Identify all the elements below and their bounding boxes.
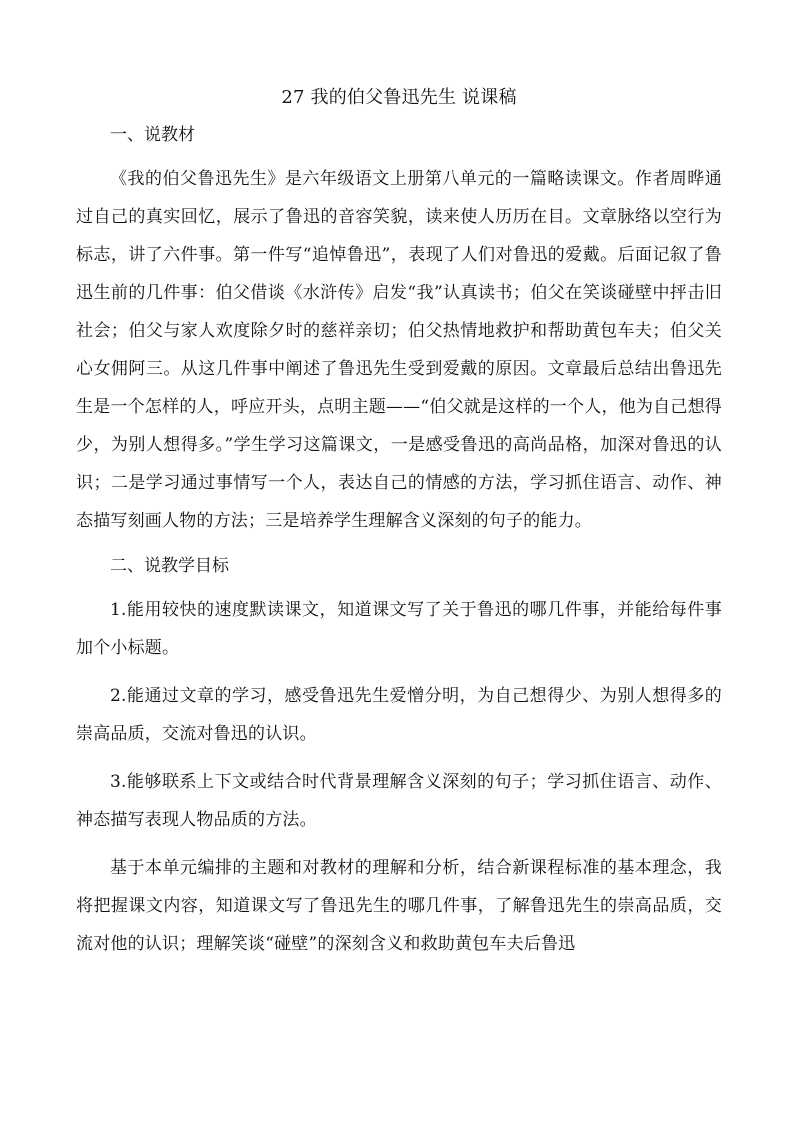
closing-paragraph: 基于本单元编排的主题和对教材的理解和分析，结合新课程标准的基本理念，我将把握课文内容，知道课文写了鲁迅先生的哪几件事，了解鲁迅先生的崇高品质，交流对他的认识；理解笑谈“碰壁”的深刻含义和救助黄包车夫后鲁迅 — [76, 858, 722, 954]
teaching-goal-2: 2.能通过文章的学习，感受鲁迅先生爱憎分明，为自己想得少、为别人想得多的崇高品质，交流对鲁迅的认识。 — [76, 686, 722, 744]
teaching-goal-1: 1.能用较快的速度默读课文，知道课文写了关于鲁迅的哪几件事，并能给每件事加个小标题。 — [76, 600, 722, 658]
section-paragraph-teaching-material: 《我的伯父鲁迅先生》是六年级语文上册第八单元的一篇略读课文。作者周晔通过自己的真实回忆，展示了鲁迅的音容笑貌，读来使人历历在目。文章脉络以空行为标志，讲了六件事。第一件写“追悼鲁迅”，表现了人们对鲁迅的爱戴。后面记叙了鲁迅生前的几件事：伯父借谈《水浒传》启发“我”认真读书；伯父在笑谈碰壁中抨击旧社会；伯父与家人欢度除夕时的慈祥亲切；伯父热情地救护和帮助黄包车夫；伯父关心女佣阿三。从这几件事中阐述了鲁迅先生受到爱戴的原因。文章最后总结出鲁迅先生是一个怎样的人，呼应开头，点明主题——“伯父就是这样的一个人，他为自己想得少，为别人想得多。”学生学习这篇课文，一是感受鲁迅的高尚品格，加深对鲁迅的认识；二是学习通过事情写一个人，表达自己的情感的方法，学习抓住语言、动作、神态描写刻画人物的方法；三是培养学生理解含义深刻的句子的能力。 — [76, 169, 722, 531]
section-heading-teaching-material: 一、说教材 — [110, 125, 195, 145]
document-content — [76, 84, 722, 975]
document-title: 27 我的伯父鲁迅先生 说课稿 — [281, 87, 517, 108]
section-heading-teaching-goals: 二、说教学目标 — [110, 556, 229, 576]
teaching-goal-3: 3.能够联系上下文或结合时代背景理解含义深刻的句子；学习抓住语言、动作、神态描写表现人物品质的方法。 — [76, 772, 722, 830]
